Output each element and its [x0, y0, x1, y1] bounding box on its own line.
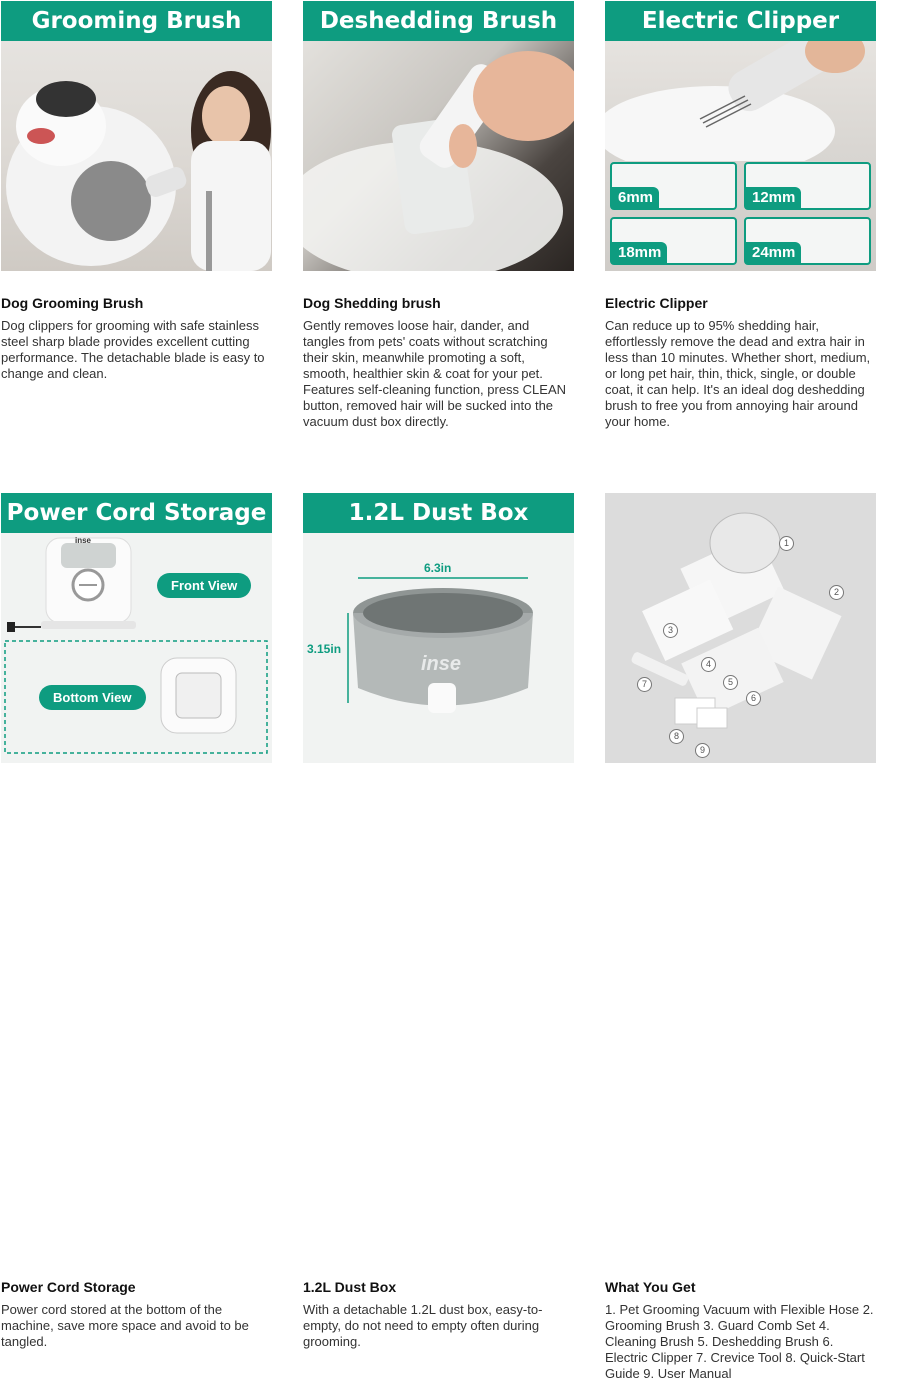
item-number: 8: [669, 729, 684, 744]
bottom-view-label: Bottom View: [39, 685, 146, 710]
item-number: 9: [695, 743, 710, 758]
size-label: 12mm: [746, 187, 801, 208]
package-contents-illustration: [605, 493, 876, 763]
deshedding-brush-image: [303, 1, 574, 271]
card-description: Power cord stored at the bottom of the machine, save more space and avoid to be tangled.: [1, 1302, 249, 1349]
card-title: Dog Grooming Brush: [1, 295, 144, 311]
guard-comb-24mm: [744, 217, 871, 265]
item-number: 7: [637, 677, 652, 692]
card-title: Electric Clipper: [605, 295, 708, 311]
size-label: 6mm: [612, 187, 659, 208]
banner-electric-clipper: Electric Clipper: [605, 1, 876, 41]
package-contents-image: [605, 493, 876, 763]
banner-power-cord-storage: Power Cord Storage: [1, 493, 272, 533]
deshedding-photo: [303, 1, 574, 271]
item-number: 5: [723, 675, 738, 690]
banner-deshedding-brush: Deshedding Brush: [303, 1, 574, 41]
what-you-get-card: [605, 493, 876, 1381]
dog-grooming-photo: [1, 1, 272, 271]
deshedding-brush-card: [303, 1, 574, 429]
power-cord-card: [1, 493, 272, 1349]
item-number: 6: [746, 691, 761, 706]
dust-box-card: [303, 493, 574, 1349]
front-view-label: Front View: [157, 573, 251, 598]
guard-comb-6mm: [610, 162, 737, 210]
power-cord-image: [1, 493, 272, 763]
item-number: 1: [779, 536, 794, 551]
item-number: 2: [829, 585, 844, 600]
brand-logo: inse: [421, 653, 462, 675]
size-label: 24mm: [746, 242, 801, 263]
dust-box-image: [303, 493, 574, 763]
card-description: 1. Pet Grooming Vacuum with Flexible Hose 2. Grooming Brush 3. Guard Comb Set 4. Cleaning Brush 5. Deshedding Brush 6. Electric Clipper 7. Crevice Tool 8. Quick-Start Guide 9. User Manual: [605, 1302, 874, 1381]
grooming-brush-card: [1, 1, 272, 381]
card-description: With a detachable 1.2L dust box, easy-to-empty, do not need to empty often during grooming.: [303, 1302, 543, 1349]
electric-clipper-card: [605, 1, 876, 429]
card-title: Dog Shedding brush: [303, 295, 441, 311]
electric-clipper-image: [605, 1, 876, 271]
guard-comb-12mm: [744, 162, 871, 210]
card-description: Gently removes loose hair, dander, and tangles from pets' coats without scratching their skin, meanwhile promoting a soft, smooth, healthier skin & coat for your pet. Features self-cleaning function, press CLEAN button, removed hair will be sucked into the vacuum dust box directly.: [303, 318, 567, 429]
item-number: 3: [663, 623, 678, 638]
grooming-brush-image: [1, 1, 272, 271]
item-number: 4: [701, 657, 716, 672]
card-description: Can reduce up to 95% shedding hair, effortlessly remove the dead and extra hair in less than 10 minutes. Whether short, medium, or long pet hair, thin, thick, single, or double coat, it can help. It's an ideal dog deshedding brush to free you from annoying hair around your home.: [605, 318, 871, 429]
height-dimension: 3.15in: [307, 642, 342, 656]
card-title: What You Get: [605, 1279, 696, 1295]
card-title: Power Cord Storage: [1, 1279, 136, 1295]
banner-grooming-brush: Grooming Brush: [1, 1, 272, 41]
size-label: 18mm: [612, 242, 667, 263]
dust-box-illustration: [303, 493, 574, 763]
power-cord-illustration: [1, 493, 272, 763]
width-dimension: 6.3in: [424, 561, 452, 575]
card-title: 1.2L Dust Box: [303, 1279, 397, 1295]
card-description: Dog clippers for grooming with safe stainless steel sharp blade provides excellent cutting performance. The detachable blade is easy to change and clean.: [1, 318, 265, 381]
guard-comb-18mm: [610, 217, 737, 265]
brand-logo: inse: [75, 536, 92, 545]
banner-dust-box: 1.2L Dust Box: [303, 493, 574, 533]
